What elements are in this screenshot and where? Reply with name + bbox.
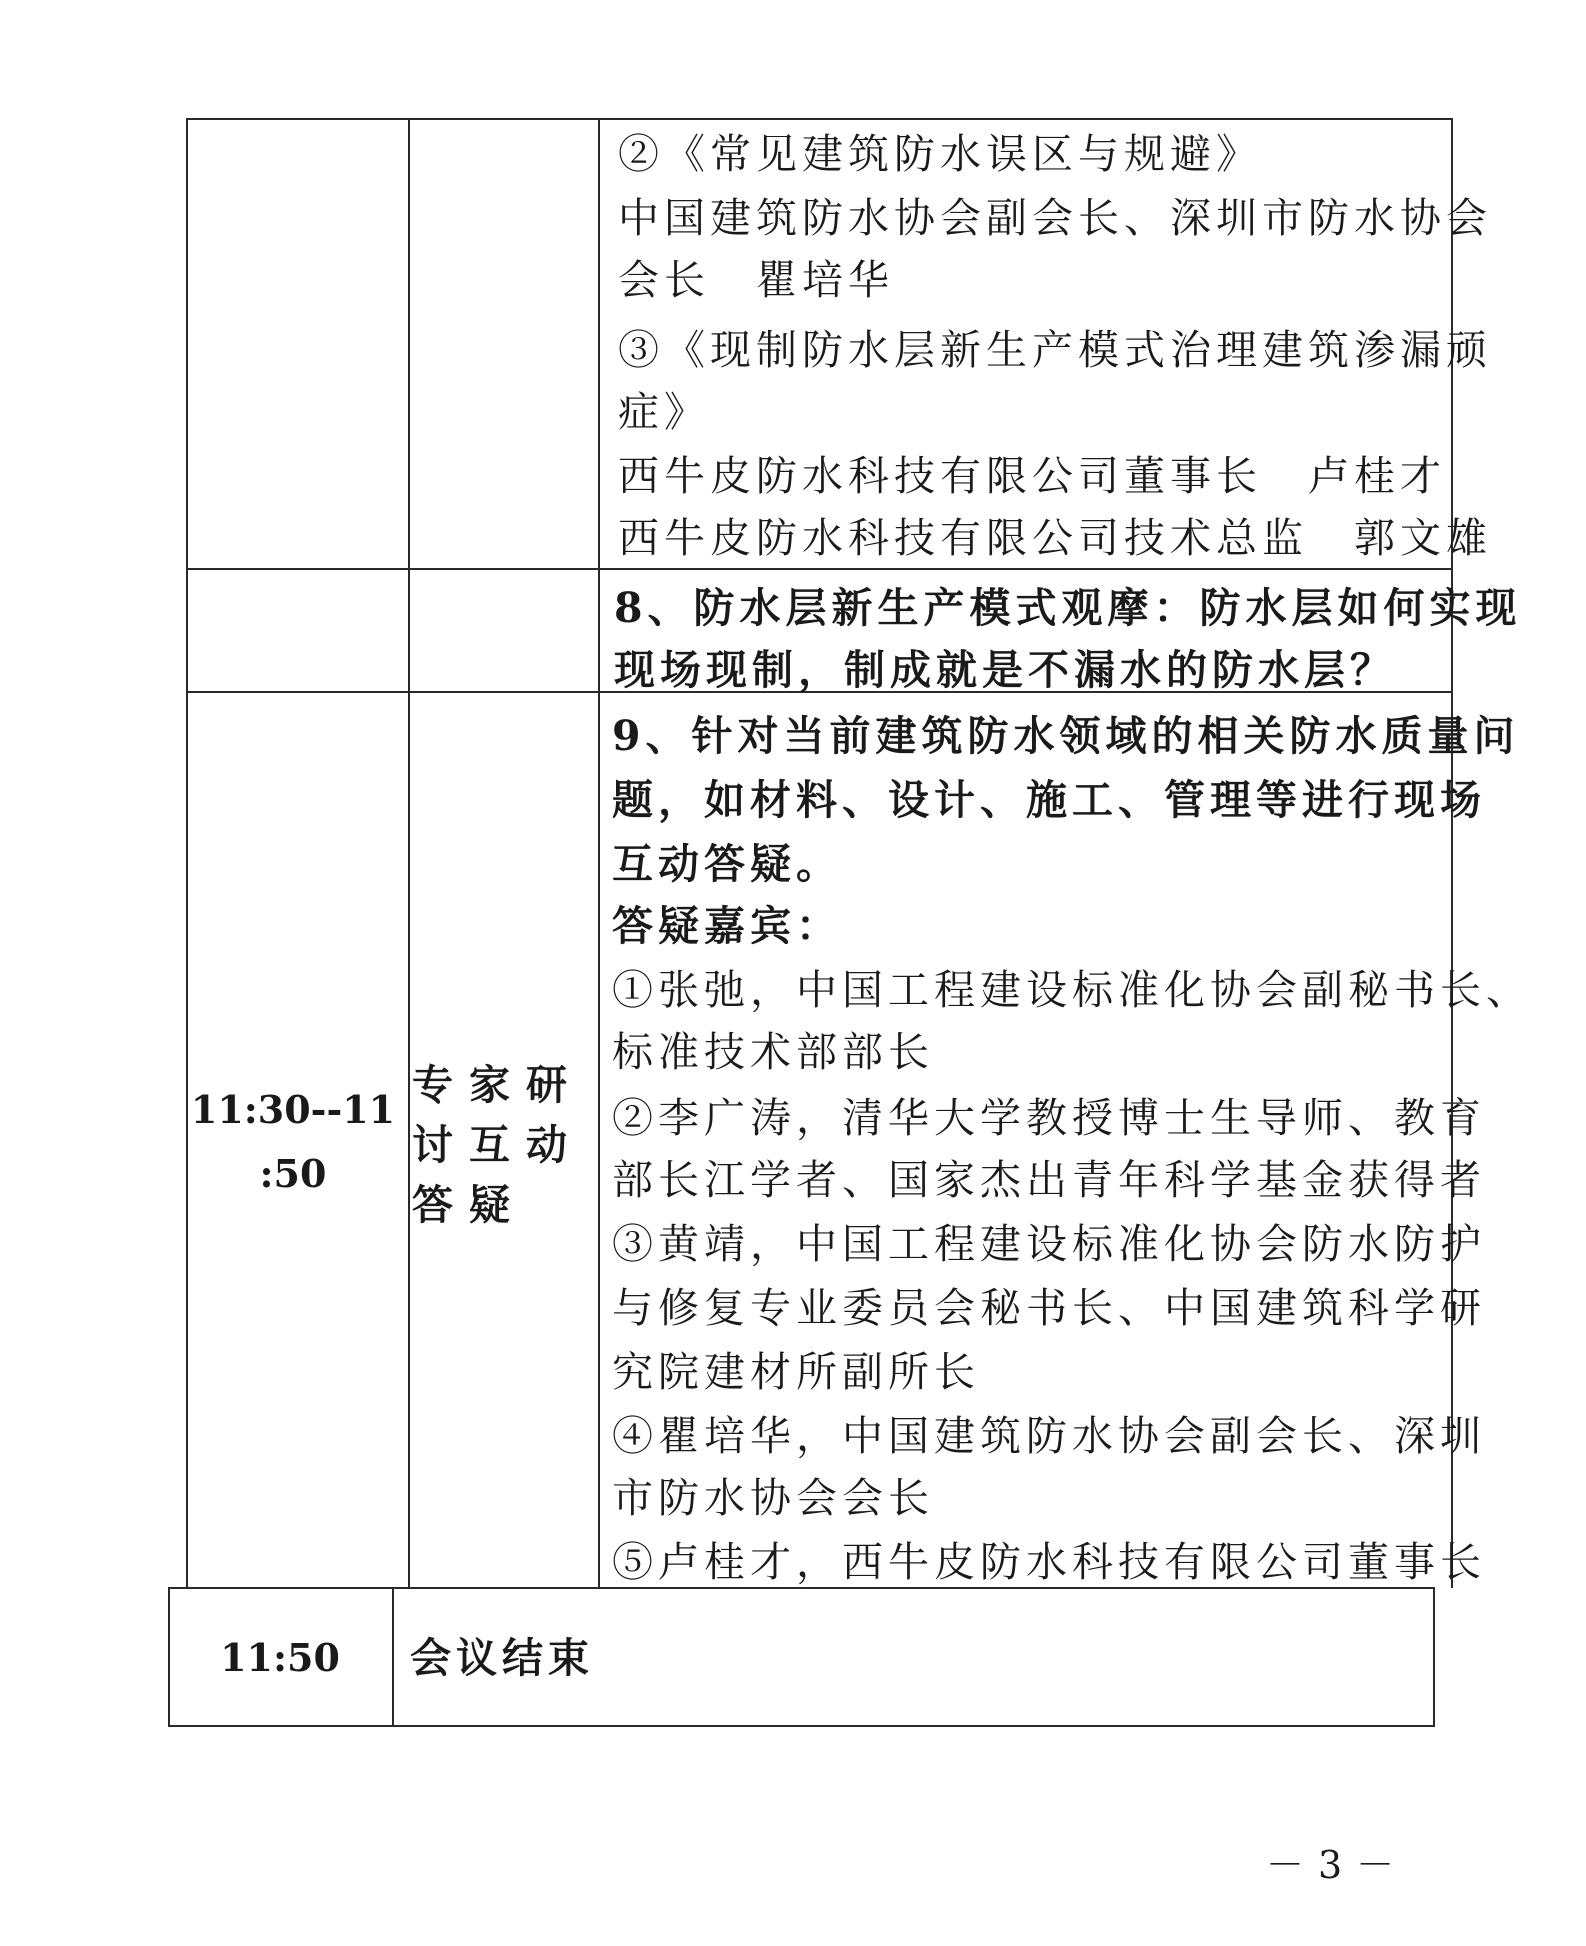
time-column-divider-lower bbox=[392, 1587, 394, 1727]
content-line: 9、针对当前建筑防水领域的相关防水质量问 bbox=[612, 712, 1520, 760]
content-line: 答疑嘉宾： bbox=[612, 902, 842, 950]
table-top-border bbox=[186, 118, 1453, 120]
content-line: ①张弛，中国工程建设标准化协会副秘书长、 bbox=[612, 966, 1532, 1014]
content-line: ②李广涛，清华大学教授博士生导师、教育 bbox=[612, 1094, 1486, 1142]
row-3-session-line-2: 讨互动 bbox=[412, 1121, 583, 1169]
content-line: 8、防水层新生产模式观摩：防水层如何实现 bbox=[614, 584, 1522, 632]
content-line: ③黄靖，中国工程建设标准化协会防水防护 bbox=[612, 1220, 1486, 1268]
page-number: －3－ bbox=[1266, 1843, 1409, 1887]
content-line: 西牛皮防水科技有限公司董事长 卢桂才 bbox=[618, 452, 1446, 500]
content-line: 标准技术部部长 bbox=[612, 1028, 934, 1076]
content-line: 症》 bbox=[618, 388, 710, 436]
row-4-content: 会议结束 bbox=[410, 1634, 594, 1682]
content-line: 现场现制，制成就是不漏水的防水层？ bbox=[614, 646, 1396, 694]
content-line: 究院建材所副所长 bbox=[612, 1348, 980, 1396]
content-line: ④瞿培华，中国建筑防水协会副会长、深圳 bbox=[612, 1412, 1486, 1460]
content-line: 西牛皮防水科技有限公司技术总监 郭文雄 bbox=[618, 514, 1492, 562]
content-line: 市防水协会会长 bbox=[612, 1474, 934, 1522]
row-4-time: 11:50 bbox=[220, 1635, 340, 1680]
table-bottom-border bbox=[168, 1725, 1435, 1727]
content-line: 部长江学者、国家杰出青年科学基金获得者 bbox=[612, 1156, 1486, 1204]
content-line: 会长 瞿培华 bbox=[618, 256, 894, 304]
content-line: ②《常见建筑防水误区与规避》 bbox=[618, 130, 1262, 178]
table-left-border-upper bbox=[186, 118, 188, 1588]
content-line: ⑤卢桂才，西牛皮防水科技有限公司董事长 bbox=[612, 1538, 1486, 1586]
row-3-time-line-1: 11:30--11 bbox=[190, 1087, 396, 1132]
time-column-divider-upper bbox=[408, 118, 410, 1588]
content-line: 互动答疑。 bbox=[612, 840, 842, 888]
row-3-session-line-3: 答疑 bbox=[412, 1181, 526, 1229]
session-column-divider bbox=[598, 118, 600, 1588]
row-3-session-line-1: 专家研 bbox=[412, 1061, 583, 1109]
table-right-border-lower bbox=[1433, 1587, 1435, 1727]
content-line: 中国建筑防水协会副会长、深圳市防水协会 bbox=[618, 194, 1492, 242]
content-line: ③《现制防水层新生产模式治理建筑渗漏顽 bbox=[618, 326, 1492, 374]
content-line: 题，如材料、设计、施工、管理等进行现场 bbox=[612, 776, 1486, 824]
row-3-time-line-2: :50 bbox=[259, 1151, 327, 1196]
content-line: 与修复专业委员会秘书长、中国建筑科学研 bbox=[612, 1284, 1486, 1332]
